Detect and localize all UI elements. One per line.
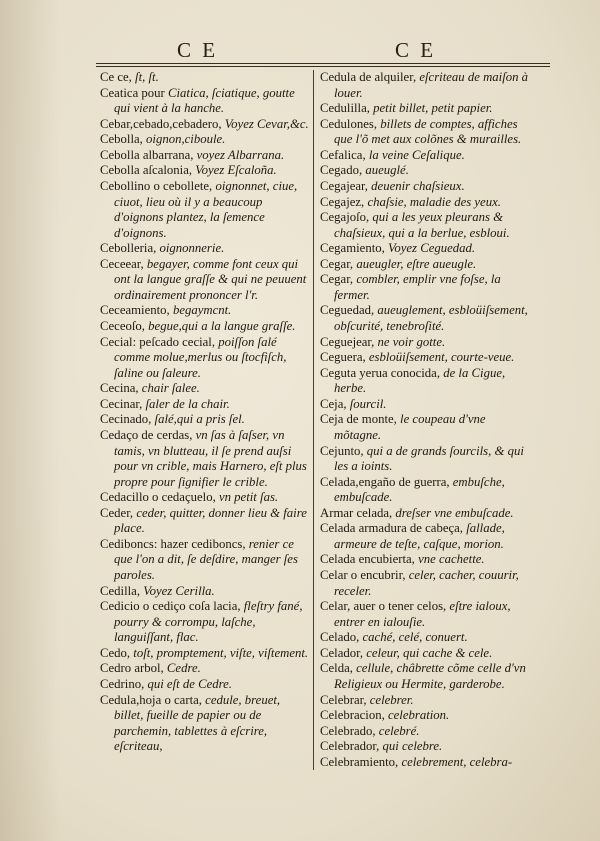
entry-translation: vn petit ſas. (215, 490, 279, 505)
dictionary-entry (100, 412, 312, 428)
entry-translation: voyez Albarrana. (193, 147, 285, 162)
entry-translation: celeur, qui cache & cele. (363, 645, 493, 660)
entry-translation: ſaler de la chair. (142, 396, 230, 411)
dictionary-entry (320, 257, 530, 273)
dictionary-entry (100, 70, 312, 86)
column-divider (313, 70, 314, 770)
entry-translation: qui eſt de Cedre. (144, 676, 232, 691)
dictionary-entry (100, 599, 312, 646)
entry-translation: cedule, breuet, billet, fueille de papier ou de parchemin, tablettes à eſcrire, eſcriteau, (114, 692, 281, 754)
dictionary-entry (100, 677, 312, 693)
entry-translation: billets de comptes, affiches que l'õ met aux colõnes & murailles. (334, 116, 522, 147)
entry-translation: caché, celé, conuert. (359, 630, 468, 645)
dictionary-entry (320, 210, 530, 241)
entry-translation: ceder, quitter, donner lieu & faire place. (114, 505, 307, 536)
entry-headword: Ceceear, (100, 256, 144, 271)
entry-translation: begayer, comme font ceux qui ont la langue graſſe & qui ne peuuent ordinairement prononcer l'r. (114, 256, 307, 302)
entry-headword: Ceja de monte, (320, 412, 397, 427)
entry-headword: Celebracion, (320, 708, 385, 723)
entry-headword: Cebar,cebado,cebadero, (100, 116, 222, 131)
entry-headword: Cejunto, (320, 443, 364, 458)
entry-translation: Voyez Eſcaloña. (192, 163, 277, 178)
entry-headword: Cedilla, (100, 583, 141, 598)
entry-headword: Cebolla aſcalonia, (100, 163, 193, 178)
entry-headword: Celada,engaño de guerra, (320, 474, 450, 489)
entry-headword: Cecial: peſcado cecial, (100, 334, 216, 349)
dictionary-entry (320, 599, 530, 630)
entry-translation: deuenir chaſsieux. (367, 178, 465, 193)
dictionary-entry (320, 444, 530, 475)
entry-headword: Cedula,hoja o carta, (100, 692, 202, 707)
entry-translation: chair ſalee. (138, 381, 200, 396)
entry-headword: Ceguejear, (320, 334, 375, 349)
entry-translation: ſourcil. (346, 396, 387, 411)
dictionary-entry (320, 724, 530, 740)
dictionary-entry (320, 179, 530, 195)
entry-headword: Celada armadura de cabeça, (320, 521, 463, 536)
dictionary-entry (320, 397, 530, 413)
entry-headword: Cedulones, (320, 116, 378, 131)
entry-translation: oignonnerie. (156, 241, 225, 256)
dictionary-entry (320, 366, 530, 397)
dictionary-entry (100, 506, 312, 537)
entry-translation: vne cachette. (414, 552, 485, 567)
dictionary-entry (320, 70, 530, 101)
dictionary-entry (320, 475, 530, 506)
dictionary-entry (320, 708, 530, 724)
dictionary-entry (320, 148, 530, 164)
header-left-letters: C E (177, 38, 219, 62)
dictionary-entry (320, 195, 530, 211)
dictionary-entry (100, 397, 312, 413)
entry-translation: begue,qui a la langue graſſe. (144, 319, 296, 333)
entry-headword: Ceceamiento, (100, 303, 170, 318)
dictionary-entry (320, 755, 530, 771)
entry-translation: la veine Ceſalique. (365, 147, 465, 162)
dictionary-entry (100, 319, 312, 335)
dictionary-entry (100, 335, 312, 382)
entry-headword: Celebramiento, (320, 754, 399, 769)
entry-headword: Celebrar, (320, 692, 367, 707)
entry-translation: aueuglé. (362, 163, 409, 178)
entry-translation: aueugler, eſtre aueugle. (353, 256, 477, 271)
dictionary-entry (320, 303, 530, 334)
entry-headword: Cebolleria, (100, 241, 157, 256)
entry-headword: Ceguta yerua conocida, (320, 365, 441, 380)
entry-headword: Cegado, (320, 163, 363, 178)
entry-headword: Celador, (320, 645, 364, 660)
entry-translation: cellule, châbrette cõme celle d'vn Religieux ou Hermite, garderobe. (334, 661, 526, 691)
entry-headword: Cegajez, (320, 194, 365, 209)
entry-headword: Ceder, (100, 505, 134, 520)
header-rule-bottom (96, 66, 550, 67)
header-right-letters: C E (395, 38, 437, 62)
dictionary-entry (100, 163, 312, 179)
entry-translation: embuſche, embuſcade. (334, 474, 505, 505)
entry-headword: Cedicio o cediço coſa lacia, (100, 599, 241, 614)
entry-headword: Celebrador, (320, 739, 380, 754)
entry-translation: ne voir gotte. (374, 334, 446, 349)
dictionary-entry (320, 646, 530, 662)
entry-headword: Cedro arbol, (100, 661, 164, 676)
dictionary-entry (320, 568, 530, 599)
entry-headword: Cediboncs: hazer cediboncs, (100, 536, 246, 551)
dictionary-entry (100, 490, 312, 506)
page-gutter-shadow (0, 0, 60, 841)
entry-translation: oignon,ciboule. (142, 132, 226, 147)
entry-headword: Celebrado, (320, 723, 376, 738)
entry-headword: Armar celada, (320, 505, 393, 520)
entry-translation: celebré. (375, 723, 420, 738)
dictionary-entry (320, 630, 530, 646)
dictionary-entry (320, 739, 530, 755)
entry-headword: Cecinado, (100, 412, 152, 427)
dictionary-entry (100, 179, 312, 241)
entry-translation: celebrement, celebra- (398, 754, 513, 769)
entry-headword: Ce ce, (100, 70, 132, 84)
entry-translation: combler, emplir vne foſse, la fermer. (334, 272, 501, 302)
entry-translation: petit billet, petit papier. (369, 101, 493, 116)
entry-headword: Cegar, (320, 272, 354, 287)
entry-translation: ſallade, armeure de teſte, caſque, morion. (334, 521, 505, 551)
entry-translation: Ciatica, ſciatique, goutte qui vient à la hanche. (114, 85, 295, 116)
entry-headword: Ceatica pour (100, 85, 165, 100)
left-column (100, 70, 312, 755)
entry-translation: le coupeau d'vne mõtagne. (334, 412, 486, 442)
dictionary-entry (320, 272, 530, 303)
dictionary-entry (320, 335, 530, 351)
entry-translation: eſcriteau de maiſon à louer. (334, 70, 529, 100)
entry-translation: fleſtry fané, pourry & corrompu, laſche, languiſſant, flac. (114, 599, 303, 645)
right-column (320, 70, 530, 770)
entry-translation: oignonnet, ciue, ciuot, lieu où il y a beaucoup d'oignons plantez, la ſemence d'oignons. (114, 178, 298, 240)
dictionary-entry (320, 506, 530, 522)
entry-translation: ſt, ſt. (131, 70, 159, 84)
entry-headword: Ceguedad, (320, 303, 375, 318)
dictionary-entry (100, 646, 312, 662)
entry-translation: celebrer. (366, 692, 414, 707)
entry-translation: Voyez Cevar,&c. (221, 116, 309, 131)
entry-headword: Celda, (320, 661, 353, 676)
entry-translation: qui celebre. (379, 739, 443, 754)
entry-headword: Cebollino o cebollete, (100, 178, 213, 193)
dictionary-entry (320, 661, 530, 692)
entry-headword: Celado, (320, 630, 360, 645)
header-rule-top (96, 63, 550, 64)
entry-headword: Celar, auer o tener celos, (320, 599, 447, 614)
dictionary-entry (320, 693, 530, 709)
entry-headword: Cegar, (320, 256, 354, 271)
entry-headword: Celada encubierta, (320, 552, 415, 567)
entry-translation: ſalé,qui a pris ſel. (151, 412, 245, 427)
entry-headword: Cedula de alquiler, (320, 70, 417, 84)
entry-headword: Ceguera, (320, 350, 366, 365)
dictionary-entry (320, 552, 530, 568)
entry-headword: Cecinar, (100, 396, 143, 411)
entry-translation: poiſſon ſalé comme molue,merlus ou ſtocfiſch, ſaline ou ſaleure. (114, 334, 287, 380)
entry-translation: eſtre ialoux, entrer en ialouſie. (334, 599, 511, 629)
dictionary-entry (100, 303, 312, 319)
entry-translation: celebration. (384, 708, 450, 723)
entry-headword: Cebolla albarrana, (100, 147, 194, 162)
dictionary-entry (100, 428, 312, 490)
entry-headword: Cedo, (100, 645, 131, 660)
dictionary-entry (100, 86, 312, 117)
dictionary-entry (320, 163, 530, 179)
dictionary-entry (100, 693, 312, 755)
dictionary-entry (100, 148, 312, 164)
entry-headword: Cedaço de cerdas, (100, 427, 193, 442)
entry-headword: Cegajear, (320, 178, 368, 193)
dictionary-entry (100, 661, 312, 677)
entry-translation: aueuglement, esbloüiſsement, obſcurité, tenebroſité. (334, 303, 528, 333)
entry-headword: Ceja, (320, 396, 347, 411)
entry-headword: Cecina, (100, 381, 139, 396)
entry-translation: qui a de grands ſourcils, & qui les a ioints. (334, 443, 524, 474)
dictionary-entry (320, 241, 530, 257)
dictionary-entry (100, 584, 312, 600)
dictionary-entry (320, 101, 530, 117)
entry-translation: toſt, promptement, viſte, viſtement. (130, 645, 309, 660)
entry-headword: Cedacillo o cedaçuelo, (100, 490, 216, 505)
entry-headword: Ceceoſo, (100, 319, 145, 333)
entry-translation: qui a les yeux pleurans & chaſsieux, qui a la berlue, esbloui. (334, 210, 510, 240)
entry-headword: Cebolla, (100, 132, 143, 147)
dictionary-entry (100, 537, 312, 584)
entry-translation: chaſsie, maladie des yeux. (364, 194, 501, 209)
entry-translation: Voyez Ceguedad. (384, 241, 476, 256)
entry-translation: Cedre. (163, 661, 201, 676)
dictionary-entry (100, 117, 312, 133)
entry-translation: renier ce que l'on a dit, ſe deſdire, manger ſes paroles. (114, 536, 298, 582)
entry-translation: esbloüiſsement, courte-veue. (365, 350, 515, 365)
entry-translation: begaymcnt. (169, 303, 232, 318)
dictionary-entry (320, 117, 530, 148)
entry-headword: Cegamiento, (320, 241, 385, 256)
dictionary-entry (100, 132, 312, 148)
dictionary-entry (100, 257, 312, 304)
dictionary-entry (100, 241, 312, 257)
entry-headword: Cefalica, (320, 147, 366, 162)
dictionary-entry (320, 350, 530, 366)
entry-translation: vn ſas à ſaſser, vn tamis, vn blutteau, il ſe prend auſsi pour vn crible, mais Harnero, eſt plus propre pour ſignifier le crible. (114, 427, 307, 489)
dictionary-entry (320, 412, 530, 443)
dictionary-entry (100, 381, 312, 397)
entry-translation: de la Cigue, herbe. (334, 365, 506, 396)
entry-headword: Cedulilla, (320, 101, 370, 116)
entry-translation: dreſser vne embuſcade. (392, 505, 514, 520)
entry-translation: celer, cacher, couurir, receler. (334, 568, 519, 598)
entry-headword: Cedrino, (100, 676, 145, 691)
entry-translation: Voyez Cerilla. (140, 583, 215, 598)
entry-headword: Celar o encubrir, (320, 568, 406, 582)
dictionary-entry (320, 521, 530, 552)
entry-headword: Cegajoſo, (320, 210, 370, 225)
